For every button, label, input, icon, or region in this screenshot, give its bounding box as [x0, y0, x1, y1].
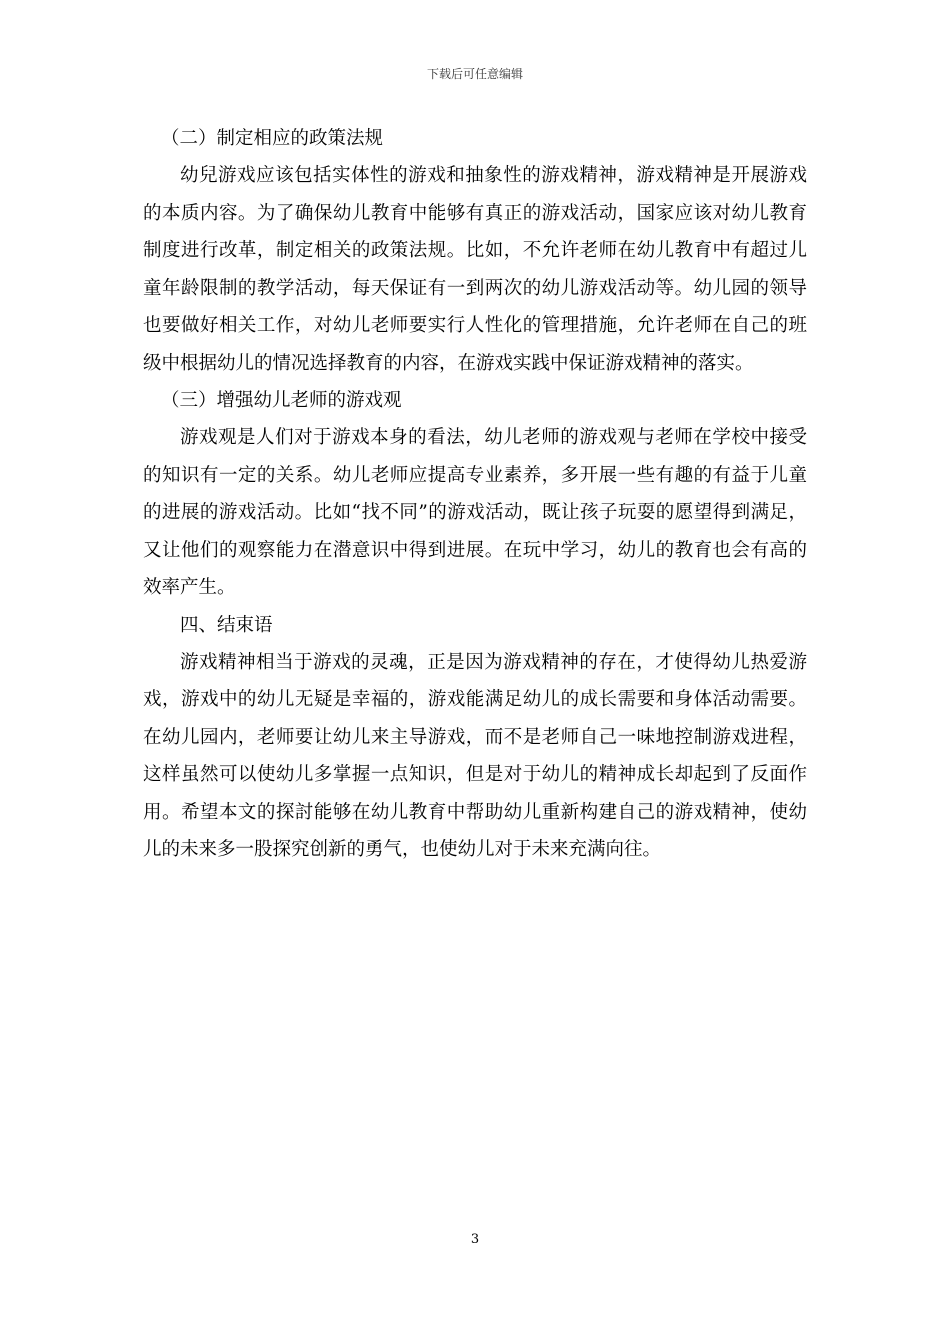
- section-heading-teacher-view: （三）增强幼儿老师的游戏观: [161, 390, 402, 411]
- page-number: 3: [470, 1232, 480, 1247]
- paragraph-teacher-view: 游戏观是人们对于游戏本身的看法，幼儿老师的游戏观与老师在学校中接受的知识有一定的关系。幼儿老师应提高专业素养，多开展一些有趣的有益于儿童的进展的游戏活动。比如“找不同”的游戏活动，既让孩子玩耍的愿望得到满足，又让他们的观察能力在潜意识中得到进展。在玩中学习，幼儿的教育也会有高的效率产生。: [143, 427, 807, 598]
- section-heading-policy: （二）制定相应的政策法规: [161, 128, 384, 149]
- paragraph-conclusion: 游戏精神相当于游戏的灵魂，正是因为游戏精神的存在，才使得幼儿热爱游戏，游戏中的幼儿无疑是幸福的，游戏能满足幼儿的成长需要和身体活动需要。在幼儿园内，老师要让幼儿来主导游戏，而不是老师自己一味地控制游戏进程，这样虽然可以使幼儿多掌握一点知识，但是对于幼儿的精神成长却起到了反面作用。希望本文的探討能够在幼儿教育中帮助幼儿重新构建自己的游戏精神，使幼儿的未来多一股探究创新的勇气，也使幼儿对于未来充满向往。: [143, 651, 807, 860]
- page-header: 下载后可任意编辑: [426, 67, 523, 81]
- paragraph-policy: 幼兒游戏应该包括实体性的游戏和抽象性的游戏精神，游戏精神是开展游戏的本质内容。为了确保幼儿教育中能够有真正的游戏活动，国家应该对幼儿教育制度进行改革，制定相关的政策法规。比如，不允许老师在幼儿教育中有超过儿童年龄限制的教学活动，每天保证有一到两次的幼儿游戏活动等。幼儿园的领导也要做好相关工作，对幼儿老师要实行人性化的管理措施，允许老师在自己的班级中根据幼儿的情况选择教育的内容，在游戏实践中保证游戏精神的落实。: [143, 165, 807, 374]
- document-body: [143, 120, 807, 869]
- section-heading-conclusion: 四、结束语: [180, 614, 273, 636]
